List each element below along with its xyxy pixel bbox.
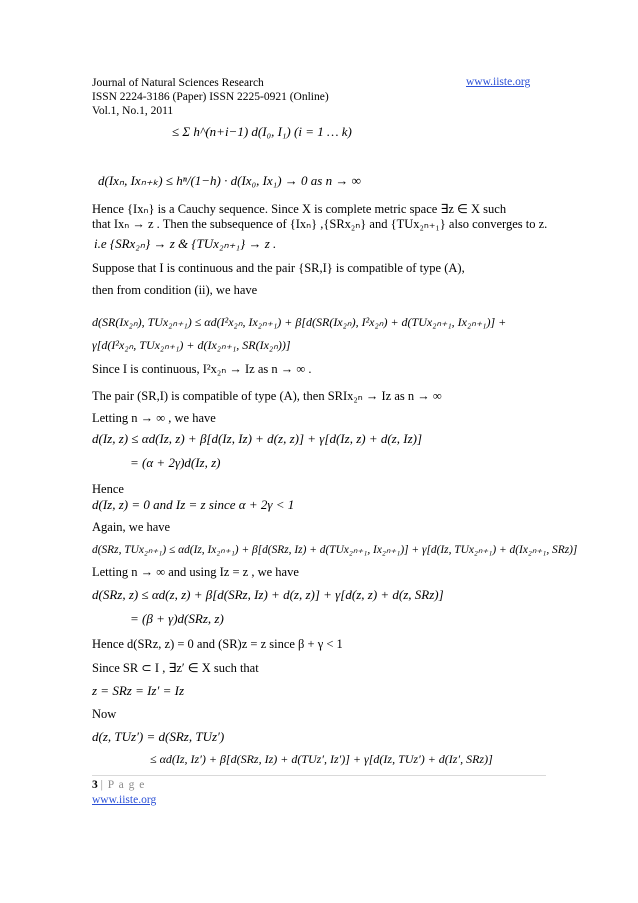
equation-now-line1: d(z, TUz′) = d(SRz, TUz′)	[92, 729, 225, 744]
equation-hence-2: Hence d(SRz, z) = 0 and (SR)z = z since β + γ < 1	[92, 637, 343, 651]
equation-ie: i.e {SRx₂ₙ} → z & {TUx₂ₙ₊₁} → z .	[94, 236, 277, 251]
equation-condition-line2: γ[d(I²x₂ₙ, TUx₂ₙ₊₁) + d(Ix₂ₙ₊₁, SR(Ix₂ₙ))]	[92, 338, 291, 352]
equation-hence: d(Iz, z) = 0 and Iz = z since α + 2γ < 1	[92, 497, 295, 512]
page-label: | P a g e	[100, 779, 146, 791]
paragraph-cauchy-line1: Hence {Ixₙ} is a Cauchy sequence. Since X is complete metric space ∃z ∈ X such	[92, 202, 507, 216]
equation-letting-line2: = (α + 2γ)d(Iz, z)	[130, 455, 221, 470]
equation-letting-line1: d(Iz, z) ≤ αd(Iz, z) + β[d(Iz, Iz) + d(z, z)] + γ[d(Iz, z) + d(z, Iz)]	[92, 431, 423, 446]
volume-line: Vol.1, No.1, 2011	[92, 105, 174, 117]
header-url-link[interactable]: www.iiste.org	[466, 76, 531, 88]
paragraph-letting: Letting n → ∞ , we have	[92, 411, 216, 425]
paragraph-again: Again, we have	[92, 520, 171, 534]
paragraph-now: Now	[92, 707, 117, 721]
equation-condition-line1: d(SR(Ix₂ₙ), TUx₂ₙ₊₁) ≤ αd(I²x₂ₙ, Ix₂ₙ₊₁) + β[d(SR(Ix₂ₙ), I²x₂ₙ) + d(TUx₂ₙ₊₁, Ix₂ₙ₊₁)] +	[92, 315, 507, 329]
paragraph-hence: Hence	[92, 482, 124, 496]
footer-url-link[interactable]: www.iiste.org	[92, 794, 157, 806]
paragraph-suppose: Suppose that I is continuous and the pair {SR,I} is compatible of type (A),	[92, 261, 465, 275]
paragraph-condition: then from condition (ii), we have	[92, 283, 258, 297]
page-footer-label	[92, 779, 145, 791]
equation-since-sr: Since SR ⊂ I , ∃z′ ∈ X such that	[92, 661, 259, 675]
equation-now-line2: ≤ αd(Iz, Iz′) + β[d(SRz, Iz) + d(TUz′, Iz′)] + γ[d(Iz, TUz′) + d(Iz′, SRz)]	[150, 752, 493, 766]
paragraph-pair-compatible: The pair (SR,I) is compatible of type (A), then SRIx₂ₙ → Iz as n → ∞	[92, 389, 442, 403]
equation-letting2-line2: = (β + γ)d(SRz, z)	[130, 611, 224, 626]
paragraph-cauchy-line2: that Ixₙ → z . Then the subsequence of {Ixₙ} ,{SRx₂ₙ} and {TUx₂ₙ₊₁} also converges to z.	[92, 217, 548, 231]
equation-z-chain: z = SRz = Iz′ = Iz	[92, 683, 184, 698]
equation-sum: ≤ Σ h^(n+i−1) d(I₀, I₁) (i = 1 … k)	[172, 124, 352, 139]
paragraph-letting-2: Letting n → ∞ and using Iz = z , we have	[92, 565, 299, 579]
equation-again: d(SRz, TUx₂ₙ₊₁) ≤ αd(Iz, Ix₂ₙ₊₁) + β[d(SRz, Iz) + d(TUx₂ₙ₊₁, Ix₂ₙ₊₁)] + γ[d(Iz, TUx₂ₙ₊₁) + d(Ix₂ₙ₊₁, SRz)]	[92, 544, 578, 556]
paragraph-since-continuous: Since I is continuous, I²x₂ₙ → Iz as n → ∞ .	[92, 362, 312, 376]
footer-divider	[92, 775, 546, 776]
equation-limit: d(Ixₙ, Ixₙ₊ₖ) ≤ hⁿ/(1−h) · d(Ix₀, Ix₁) → 0 as n → ∞	[98, 173, 361, 188]
equation-letting2-line1: d(SRz, z) ≤ αd(z, z) + β[d(SRz, Iz) + d(z, z)] + γ[d(z, z) + d(z, SRz)]	[92, 587, 444, 602]
issn-line: ISSN 2224-3186 (Paper) ISSN 2225-0921 (Online)	[92, 91, 329, 103]
page-number: 3	[92, 779, 98, 791]
journal-name: Journal of Natural Sciences Research	[92, 77, 264, 89]
